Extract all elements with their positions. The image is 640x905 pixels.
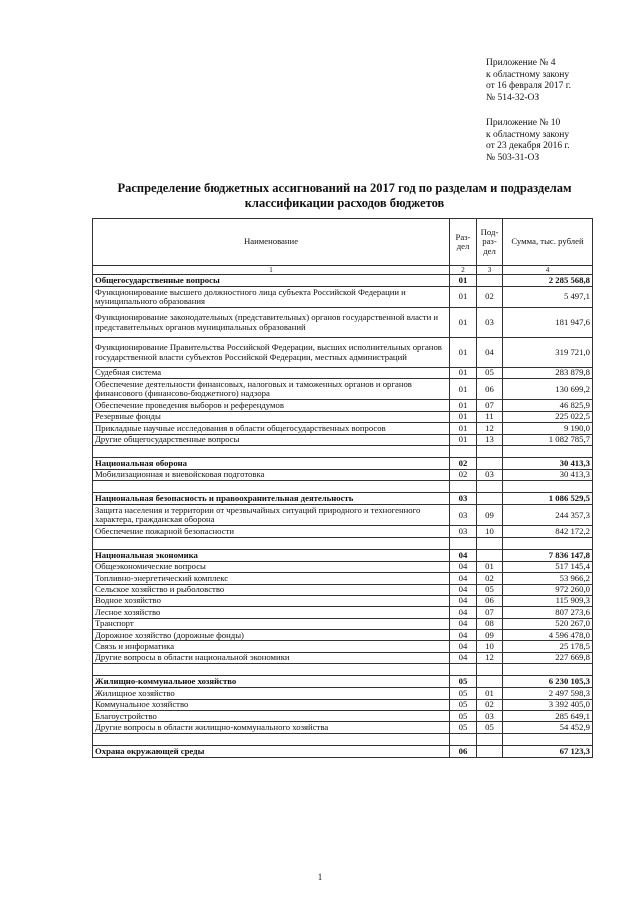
cell-name: Обеспечение проведения выборов и референдумов — [93, 400, 450, 411]
cell-razdel: 04 — [450, 573, 477, 584]
cell-podrazdel — [477, 549, 503, 561]
cell-name: Национальная безопасность и правоохранительная деятельность — [93, 493, 450, 505]
appendix-line: № 503-31-ОЗ — [486, 152, 540, 163]
cell-podrazdel: 12 — [477, 423, 503, 434]
cell-podrazdel — [477, 457, 503, 469]
column-number: 1 — [93, 266, 450, 275]
cell-sum: 7 836 147,8 — [503, 549, 593, 561]
table-row — [93, 699, 593, 710]
cell-name — [93, 445, 450, 457]
cell-razdel: 03 — [450, 493, 477, 505]
cell-sum: 1 086 529,5 — [503, 493, 593, 505]
cell-sum: 25 178,5 — [503, 641, 593, 652]
column-number: 4 — [503, 266, 593, 275]
cell-podrazdel — [477, 493, 503, 505]
cell-name: Функционирование высшего должностного лица субъекта Российской Федерации и муниципального образования — [93, 287, 450, 308]
table-row — [93, 584, 593, 595]
cell-razdel: 01 — [450, 275, 477, 287]
cell-razdel: 04 — [450, 618, 477, 629]
cell-sum: 1 082 785,7 — [503, 434, 593, 445]
spacer-row — [93, 733, 593, 745]
column-number: 2 — [450, 266, 477, 275]
cell-podrazdel: 02 — [477, 699, 503, 710]
cell-name: Обеспечение пожарной безопасности — [93, 526, 450, 537]
cell-sum: 285 649,1 — [503, 711, 593, 722]
section-row — [93, 457, 593, 469]
cell-razdel: 01 — [450, 423, 477, 434]
cell-razdel: 01 — [450, 434, 477, 445]
section-row — [93, 549, 593, 561]
cell-podrazdel — [477, 733, 503, 745]
cell-razdel — [450, 445, 477, 457]
cell-name: Резервные фонды — [93, 411, 450, 422]
cell-razdel: 04 — [450, 652, 477, 663]
table-row — [93, 469, 593, 480]
cell-sum: 520 267,0 — [503, 618, 593, 629]
spacer-row — [93, 664, 593, 676]
appendix-line: № 514-32-ОЗ — [486, 92, 540, 103]
table-row — [93, 618, 593, 629]
cell-razdel: 05 — [450, 676, 477, 688]
appendix-line: от 23 декабря 2016 г. — [486, 141, 570, 151]
cell-sum: 225 022,5 — [503, 411, 593, 422]
cell-podrazdel: 03 — [477, 711, 503, 722]
cell-razdel: 01 — [450, 368, 477, 379]
appendix-line: Приложение № 10 — [486, 118, 561, 128]
cell-razdel — [450, 481, 477, 493]
table-header-row — [93, 219, 593, 266]
cell-sum — [503, 445, 593, 457]
cell-podrazdel: 07 — [477, 607, 503, 618]
cell-podrazdel — [477, 676, 503, 688]
cell-name: Общегосударственные вопросы — [93, 275, 450, 287]
cell-podrazdel: 01 — [477, 561, 503, 572]
table-row — [93, 411, 593, 422]
cell-razdel — [450, 537, 477, 549]
cell-sum: 30 413,3 — [503, 469, 593, 480]
cell-sum: 9 190,0 — [503, 423, 593, 434]
cell-name: Дорожное хозяйство (дорожные фонды) — [93, 630, 450, 641]
title-line: классификации расходов бюджетов — [244, 195, 445, 210]
cell-sum — [503, 537, 593, 549]
table-row — [93, 379, 593, 400]
cell-razdel: 04 — [450, 595, 477, 606]
cell-name: Судебная система — [93, 368, 450, 379]
cell-name: Коммунальное хозяйство — [93, 699, 450, 710]
cell-podrazdel: 05 — [477, 584, 503, 595]
cell-razdel — [450, 733, 477, 745]
cell-name: Функционирование Правительства Российской Федерации, высших исполнительных органов государственной власти субъектов Российской Федерации, местных администраций — [93, 338, 450, 368]
cell-podrazdel: 06 — [477, 379, 503, 400]
table-row — [93, 526, 593, 537]
table-row — [93, 607, 593, 618]
cell-razdel: 01 — [450, 308, 477, 338]
cell-razdel: 05 — [450, 688, 477, 699]
cell-podrazdel: 02 — [477, 573, 503, 584]
title-line: Распределение бюджетных ассигнований на 2017 год по разделам и подразделам — [117, 181, 572, 195]
cell-podrazdel: 10 — [477, 641, 503, 652]
cell-razdel: 04 — [450, 641, 477, 652]
table-row — [93, 595, 593, 606]
cell-sum: 4 596 478,0 — [503, 630, 593, 641]
cell-name — [93, 733, 450, 745]
section-row — [93, 275, 593, 287]
header-razdel: Раз-дел — [450, 219, 477, 266]
cell-sum: 283 879,8 — [503, 368, 593, 379]
spacer-row — [93, 445, 593, 457]
table-row — [93, 573, 593, 584]
appendix-line: к областному закону — [486, 69, 570, 80]
cell-razdel: 04 — [450, 561, 477, 572]
cell-razdel: 03 — [450, 526, 477, 537]
table-row — [93, 561, 593, 572]
cell-sum — [503, 664, 593, 676]
header-sum: Сумма, тыс. рублей — [503, 219, 593, 266]
cell-razdel: 04 — [450, 630, 477, 641]
cell-podrazdel — [477, 745, 503, 757]
cell-sum: 3 392 405,0 — [503, 699, 593, 710]
cell-sum: 972 260,0 — [503, 584, 593, 595]
cell-podrazdel — [477, 445, 503, 457]
cell-podrazdel — [477, 275, 503, 287]
cell-podrazdel: 06 — [477, 595, 503, 606]
cell-podrazdel: 03 — [477, 308, 503, 338]
cell-podrazdel: 13 — [477, 434, 503, 445]
table-row — [93, 722, 593, 733]
page-number: 1 — [317, 872, 323, 882]
cell-name: Другие вопросы в области жилищно-коммунального хозяйства — [93, 722, 450, 733]
table-row — [93, 630, 593, 641]
cell-name: Охрана окружающей среды — [93, 745, 450, 757]
cell-sum — [503, 481, 593, 493]
cell-razdel: 04 — [450, 549, 477, 561]
table-body — [93, 275, 593, 758]
cell-podrazdel: 02 — [477, 287, 503, 308]
cell-sum: 54 452,9 — [503, 722, 593, 733]
cell-name: Жилищное хозяйство — [93, 688, 450, 699]
table-row — [93, 368, 593, 379]
cell-razdel: 01 — [450, 338, 477, 368]
cell-podrazdel: 08 — [477, 618, 503, 629]
cell-sum: 30 413,3 — [503, 457, 593, 469]
cell-name: Мобилизационная и вневойсковая подготовка — [93, 469, 450, 480]
cell-sum: 517 145,4 — [503, 561, 593, 572]
header-podrazdel: Под-раз-дел — [477, 219, 503, 266]
table-row — [93, 641, 593, 652]
spacer-row — [93, 481, 593, 493]
appendix-line: к областному закону — [486, 129, 570, 140]
cell-sum: 115 909,3 — [503, 595, 593, 606]
header-name: Наименование — [93, 219, 450, 266]
cell-name: Лесное хозяйство — [93, 607, 450, 618]
cell-sum: 181 947,6 — [503, 308, 593, 338]
cell-name: Другие общегосударственные вопросы — [93, 434, 450, 445]
cell-razdel: 01 — [450, 287, 477, 308]
table-row — [93, 652, 593, 663]
cell-podrazdel: 09 — [477, 630, 503, 641]
table-row — [93, 434, 593, 445]
cell-sum: 5 497,1 — [503, 287, 593, 308]
cell-podrazdel — [477, 481, 503, 493]
cell-podrazdel — [477, 664, 503, 676]
section-row — [93, 745, 593, 757]
cell-sum: 2 285 568,8 — [503, 275, 593, 287]
cell-razdel: 01 — [450, 411, 477, 422]
document-title — [92, 181, 597, 210]
cell-sum: 319 721,0 — [503, 338, 593, 368]
cell-name: Жилищно-коммунальное хозяйство — [93, 676, 450, 688]
cell-razdel — [450, 664, 477, 676]
appendix-line: от 16 февраля 2017 г. — [486, 81, 571, 91]
budget-table — [92, 218, 593, 758]
cell-razdel: 05 — [450, 722, 477, 733]
table-row — [93, 338, 593, 368]
table-row — [93, 711, 593, 722]
table-row — [93, 400, 593, 411]
cell-podrazdel: 12 — [477, 652, 503, 663]
cell-razdel: 03 — [450, 505, 477, 526]
cell-sum — [503, 733, 593, 745]
appendix-line: Приложение № 4 — [486, 58, 556, 68]
cell-razdel: 04 — [450, 584, 477, 595]
cell-name: Другие вопросы в области национальной экономики — [93, 652, 450, 663]
cell-razdel: 02 — [450, 457, 477, 469]
cell-name: Водное хозяйство — [93, 595, 450, 606]
cell-sum: 2 497 598,3 — [503, 688, 593, 699]
cell-podrazdel: 05 — [477, 722, 503, 733]
appendix-note-4 — [486, 58, 571, 104]
cell-sum: 807 273,6 — [503, 607, 593, 618]
cell-razdel: 05 — [450, 699, 477, 710]
cell-podrazdel: 10 — [477, 526, 503, 537]
cell-podrazdel: 11 — [477, 411, 503, 422]
table-row — [93, 287, 593, 308]
cell-podrazdel: 01 — [477, 688, 503, 699]
cell-name: Национальная экономика — [93, 549, 450, 561]
cell-razdel: 02 — [450, 469, 477, 480]
cell-name: Транспорт — [93, 618, 450, 629]
cell-name: Сельское хозяйство и рыболовство — [93, 584, 450, 595]
cell-podrazdel — [477, 537, 503, 549]
cell-name — [93, 481, 450, 493]
table-row — [93, 423, 593, 434]
cell-sum: 244 357,3 — [503, 505, 593, 526]
cell-podrazdel: 09 — [477, 505, 503, 526]
cell-sum: 53 966,2 — [503, 573, 593, 584]
spacer-row — [93, 537, 593, 549]
appendix-note-10 — [486, 118, 570, 164]
cell-sum: 46 825,9 — [503, 400, 593, 411]
cell-name: Общеэкономические вопросы — [93, 561, 450, 572]
cell-sum: 227 669,8 — [503, 652, 593, 663]
cell-name: Благоустройство — [93, 711, 450, 722]
cell-sum: 67 123,3 — [503, 745, 593, 757]
table-row — [93, 688, 593, 699]
cell-name: Защита населения и территории от чрезвычайных ситуаций природного и техногенного характера, гражданская оборона — [93, 505, 450, 526]
cell-name: Национальная оборона — [93, 457, 450, 469]
cell-podrazdel: 03 — [477, 469, 503, 480]
cell-razdel: 04 — [450, 607, 477, 618]
cell-podrazdel: 04 — [477, 338, 503, 368]
column-number: 3 — [477, 266, 503, 275]
cell-razdel: 01 — [450, 400, 477, 411]
cell-name: Связь и информатика — [93, 641, 450, 652]
cell-name: Функционирование законодательных (представительных) органов государственной власти и представительных органов муниципальных образований — [93, 308, 450, 338]
table-row — [93, 308, 593, 338]
cell-name: Прикладные научные исследования в области общегосударственных вопросов — [93, 423, 450, 434]
cell-name — [93, 664, 450, 676]
cell-razdel: 06 — [450, 745, 477, 757]
cell-name: Топливно-энергетический комплекс — [93, 573, 450, 584]
cell-razdel: 05 — [450, 711, 477, 722]
section-row — [93, 676, 593, 688]
cell-razdel: 01 — [450, 379, 477, 400]
table-row — [93, 505, 593, 526]
cell-sum: 842 172,2 — [503, 526, 593, 537]
cell-sum: 130 699,2 — [503, 379, 593, 400]
cell-sum: 6 230 105,3 — [503, 676, 593, 688]
section-row — [93, 493, 593, 505]
cell-podrazdel: 07 — [477, 400, 503, 411]
cell-name — [93, 537, 450, 549]
cell-name: Обеспечение деятельности финансовых, налоговых и таможенных органов и органов финансового (финансово-бюджетного) надзора — [93, 379, 450, 400]
cell-podrazdel: 05 — [477, 368, 503, 379]
column-number-row — [93, 266, 593, 275]
